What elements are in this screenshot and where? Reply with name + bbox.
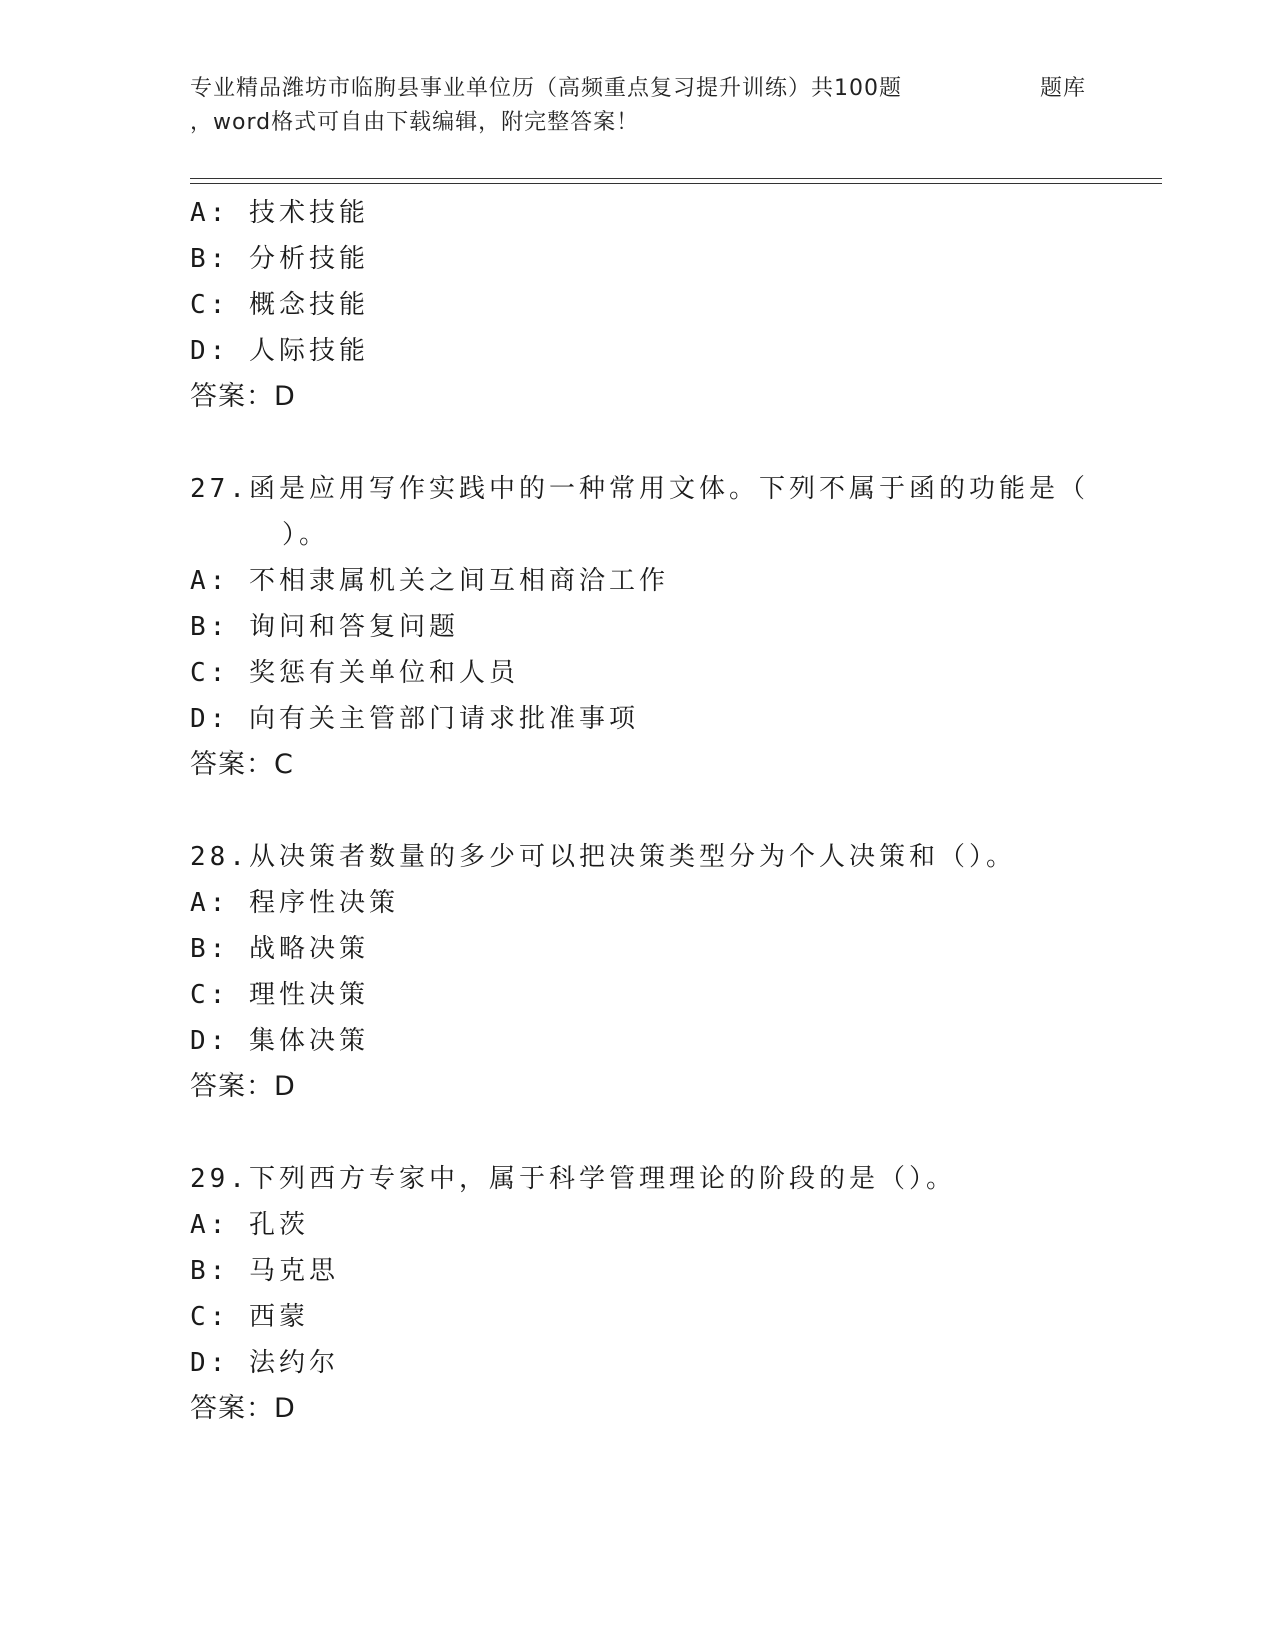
header-divider-bottom	[190, 183, 1162, 184]
question-stem: 28.从决策者数量的多少可以把决策类型分为个人决策和（）。	[190, 842, 1016, 872]
header-title-row	[190, 72, 1160, 106]
question-block	[190, 190, 1150, 420]
option-d: D: 集体决策	[190, 1026, 369, 1056]
option-d: D: 人际技能	[190, 336, 369, 366]
question-stem: 29.下列西方专家中，属于科学管理理论的阶段的是（）。	[190, 1164, 956, 1194]
option-b: B: 马克思	[190, 1256, 339, 1286]
answer-line: 答案：D	[190, 1071, 296, 1102]
option-d: D: 向有关主管部门请求批准事项	[190, 704, 639, 734]
question-block	[190, 1156, 1150, 1432]
question-block	[190, 834, 1150, 1110]
answer-line: 答案：D	[190, 1393, 296, 1424]
question-block	[190, 466, 1150, 788]
option-c: C: 奖惩有关单位和人员	[190, 658, 519, 688]
option-c: C: 西蒙	[190, 1302, 309, 1332]
header-title: 专业精品潍坊市临朐县事业单位历（高频重点复习提升训练）共100题	[190, 76, 902, 101]
question-stem-continuation: ）。	[282, 520, 330, 550]
option-a: A: 不相隶属机关之间互相商洽工作	[190, 566, 669, 596]
answer-line: 答案：D	[190, 381, 296, 412]
question-list	[190, 190, 1150, 1432]
option-d: D: 法约尔	[190, 1348, 339, 1378]
option-c: C: 理性决策	[190, 980, 369, 1010]
option-b: B: 询问和答复问题	[190, 612, 459, 642]
option-b: B: 分析技能	[190, 244, 369, 274]
header-title-suffix: 题库	[1040, 76, 1087, 101]
option-a: A: 技术技能	[190, 198, 369, 228]
spacer	[190, 788, 1150, 834]
spacer	[190, 420, 1150, 466]
header-subtitle: ，word格式可自由下载编辑，附完整答案！	[190, 110, 640, 135]
option-a: A: 孔茨	[190, 1210, 309, 1240]
option-a: A: 程序性决策	[190, 888, 399, 918]
option-b: B: 战略决策	[190, 934, 369, 964]
page-header	[190, 72, 1160, 140]
option-c: C: 概念技能	[190, 290, 369, 320]
header-divider-top	[190, 178, 1162, 179]
answer-line: 答案：C	[190, 749, 294, 780]
question-stem: 27.函是应用写作实践中的一种常用文体。下列不属于函的功能是（	[190, 474, 1089, 504]
spacer	[190, 1110, 1150, 1156]
